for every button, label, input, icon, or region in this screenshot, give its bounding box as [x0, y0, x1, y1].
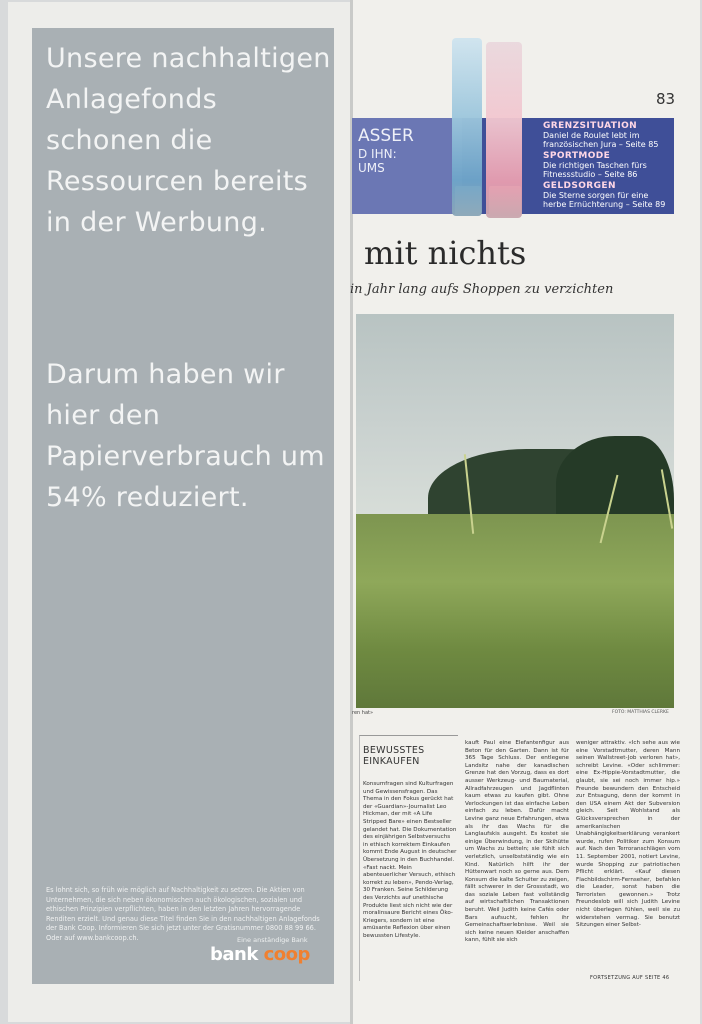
bank-coop-advertisement — [32, 28, 334, 984]
banner-word: ASSER — [358, 126, 414, 146]
photo-credit: FOTO: MATTHIAS CLERKE — [612, 710, 669, 715]
banner-sub-2: UMS — [358, 161, 385, 175]
ad-tagline: Eine anständige Bank — [237, 936, 308, 944]
logo-coop: coop — [263, 944, 310, 965]
teaser-2-title: SPORTMODE — [543, 151, 611, 161]
teaser-3-text: Die Sterne sorgen für eine herbe Ernüchterung – Seite 89 — [543, 191, 666, 209]
teaser-3 — [543, 182, 673, 209]
photo-grass — [356, 514, 674, 708]
bank-coop-logo — [210, 944, 310, 965]
article-column-2: kauft Paul eine Elefantenfigur aus Beton für den Garten. Dann ist für 365 Tage Schluss. Der entlegene Landsitz nahe der kanadischen Grenze hat den Vorzug, dass es dort ausser Werkzeug- und Baumaterial, Allradfahrzeugen und Jagdflinten kaum etwas zu kaufen gibt. Ohne Verlockungen ist das einfache Leben einfach zu leben. Dafür macht Levine ganz neue Erfahrungen, etwa als ihr das Wachs für die Langlaufskis ausgeht. Es kostet sie einige Überwindung, in der Skihütte um Wachs zu betteln; sie fühlt sich verletzlich, unselbstständig wie ein Kind. Natürlich hilft ihr der Hüttenwart noch so gerne aus. Dem Konsum die kalte Schulter zu zeigen, fällt schwerer in der Grossstadt, wo das soziale Leben fast vollständig auf wirtschaftlichen Transaktionen beruht. Weil Judith keine Cafés oder Bars aufsucht, fehlen ihr Gemeinschaftserlebnisse. Weil sie sich keine neuen Kleider anschaffen kann, fühlt sie sich — [465, 740, 569, 944]
article-subhead: in Jahr lang aufs Shoppen zu verzichten — [350, 282, 614, 297]
photo-caption: ren hat» — [352, 710, 374, 716]
ad-headline-2: Darum haben wir hier den Papierverbrauch um 54% reduziert. — [46, 359, 325, 513]
meadow-photo — [356, 314, 674, 708]
logo-bank: bank — [210, 944, 258, 965]
teaser-1-text: Daniel de Roulet lebt im französischen Jura – Seite 85 — [543, 131, 659, 149]
ad-body-text: Es lohnt sich, so früh wie möglich auf Nachhaltigkeit zu setzen. Die Aktien von Unternehmen, die sich neben ökonomischen auch ökologischen, sozialen und ethischen Prinzipien verpflichten, haben in den letzten Jahren hervorragende Renditen erzielt. Und genau diese Titel finden Sie in den nachhaltigen Anlagefonds der Bank Coop. Informieren Sie sich jetzt unter der Gratisnummer 0800 88 99 66. Oder auf www.bankcoop.ch. — [46, 886, 320, 942]
teaser-3-title: GELDSORGEN — [543, 181, 616, 191]
article-headline: mit nichts — [364, 234, 527, 272]
article-column-3: weniger attraktiv. «Ich sehe aus wie eine Vorstadtmutter, deren Mann seinen Wallstreet-Job verloren hat», schreibt Levine. «Oder schlimmer: eine Ex-Hippie-Vorstadtmutter, die glaubt, sie sei noch immer hip.» Freunde bewundern den Entscheid zur Entsagung, denn der kommt in den USA einem Akt der Subversion gleich. Seit Wohlstand als Glücksversprechen in der amerikanischen Unabhängigkeitserklärung verankert wurde, rufen Politiker zum Konsum auf. Nach den Terroranschlägen vom 11. September 2001, notiert Levine, wurde Shopping zur patriotischen Pflicht erklärt. «Kauf diesen Flachbildschirm-Fernseher, befahlen die Leader, sonst haben die Terroristen gewonnen.» Trotz Freundeslob will sich Judith Levine nicht überlegen fühlen, weil sie zu widerstehen vermag. Sie benutzt Sitzungen einer Selbst- — [576, 740, 680, 929]
banner-sub-1: D IHN: — [358, 147, 397, 161]
blue-glass-image — [452, 38, 482, 216]
box-body: Konsumfragen sind Kulturfragen und Gewissensfragen. Das Thema in den Fokus gerückt hat der «Guardian»-Journalist Leo Hickman, der mit «A Life Stripped Bare» einen Bestseller gelandet hat. Die Dokumentation des einjährigen Selbstversuchs in ethisch korrektem Einkaufen kommt Ende August in deutscher Übersetzung in den Buchhandel. «Fast nackt. Mein abenteuerlicher Versuch, ethisch korrekt zu leben», Pendo-Verlag, 30 Franken. Seine Schilderung des Verzichts auf unethische Produkte liest sich nicht wie der moralinsaure Bericht eines Öko-Kriegers, sondern ist eine amüsante Reflexion über einen bewussten Lifestyle. — [363, 781, 457, 939]
page-number: 83 — [656, 90, 676, 108]
box-title: BEWUSSTES EINKAUFEN — [363, 745, 425, 767]
teaser-1-title: GRENZSITUATION — [543, 121, 638, 131]
pink-glass-image — [486, 42, 522, 218]
teaser-2-text: Die richtigen Taschen fürs Fitnessstudio – Seite 86 — [543, 161, 647, 179]
continuation-note: FORTSETZUNG AUF SEITE 46 — [590, 975, 670, 981]
teaser-2 — [543, 152, 673, 179]
teaser-1 — [543, 122, 673, 149]
ad-headline-1: Unsere nachhaltigen Anlagefonds schonen die Ressourcen bereits in der Werbung. — [46, 43, 331, 238]
